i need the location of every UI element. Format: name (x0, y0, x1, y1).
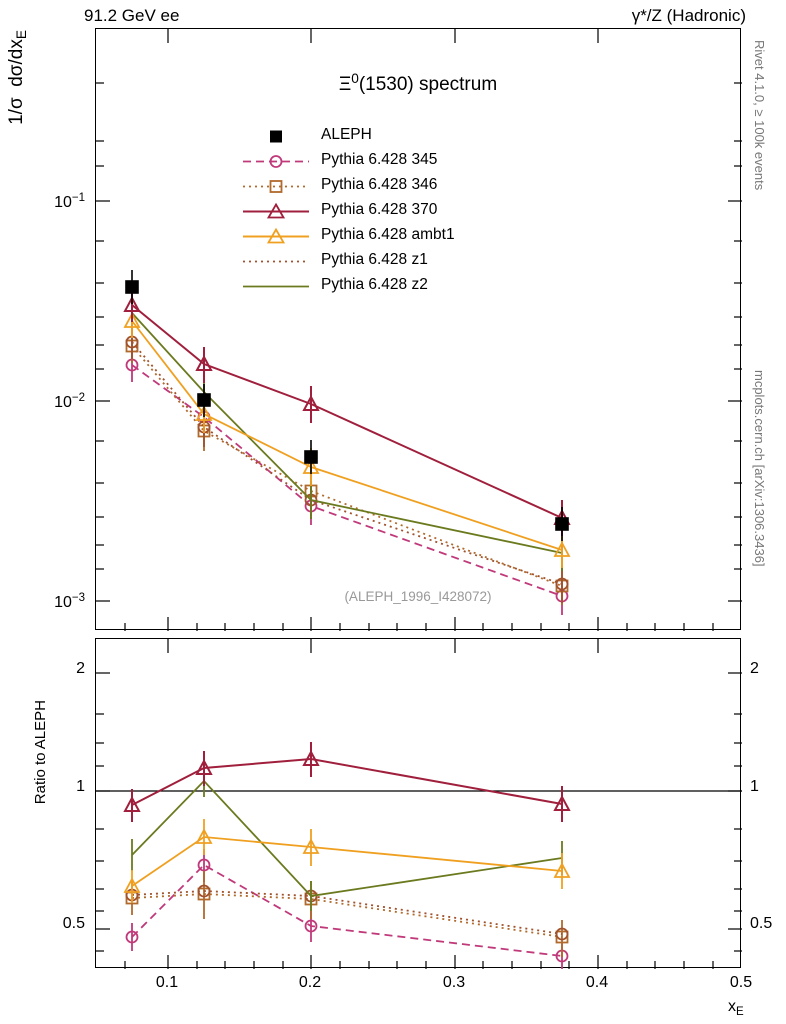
legend-symbol-aleph (241, 124, 313, 149)
series-345 (127, 348, 568, 615)
rivet-version-caption: Rivet 4.1.0, ≥ 100k events (752, 40, 767, 191)
y-tick-label-1e-3: $10^{-3}$ (54, 592, 85, 611)
series-ambt1 (125, 304, 569, 568)
x-tick-label-0-5: 0.5 (729, 974, 753, 991)
y-tick-label-1e-1: $10^{-1}$ (54, 192, 85, 211)
ratio-plot-panel (95, 638, 741, 968)
ratio-y-axis-label: Ratio to ALEPH (32, 700, 49, 805)
legend-label-345: Pythia 6.428 345 (321, 151, 438, 168)
analysis-watermark: (ALEPH_1996_I428072) (344, 589, 492, 604)
main-plot-svg (96, 29, 742, 631)
legend-label-z1: Pythia 6.428 z1 (321, 251, 428, 268)
ratio-series-z1 (127, 886, 568, 940)
header-left-label: 91.2 GeV ee (84, 6, 180, 25)
x-tick-label-0-4: 0.4 (585, 974, 609, 991)
series-aleph (126, 270, 568, 541)
legend-label-370: Pythia 6.428 370 (321, 201, 438, 218)
ratio-y-tick-label-1-right: 1 (750, 778, 759, 795)
legend-symbol-370 (241, 199, 313, 224)
series-z1 (127, 325, 568, 603)
ratio-y-tick-label-05-left: 0.5 (62, 915, 85, 932)
legend-symbol-346 (241, 174, 313, 199)
plot-title: $\Xi^0(1530)$ spectrum (338, 71, 498, 95)
ratio-y-tick-label-05-right: 0.5 (750, 915, 773, 932)
legend-label-z2: Pythia 6.428 z2 (321, 276, 428, 293)
legend-symbol-345 (241, 149, 313, 174)
y-axis-label: 1/σ $d\sigma/dx_E$ (6, 30, 29, 125)
series-346 (127, 329, 568, 605)
legend-symbol-ambt1 (241, 224, 313, 249)
x-tick-label-0-1: 0.1 (155, 974, 179, 991)
legend-label-346: Pythia 6.428 346 (321, 176, 438, 193)
main-plot-panel (95, 28, 741, 630)
x-tick-label-0-2: 0.2 (298, 974, 322, 991)
legend-label-aleph: ALEPH (321, 126, 372, 143)
x-tick-label-0-3: 0.3 (442, 974, 466, 991)
mcplots-source-caption: mcplots.cern.ch [arXiv:1306.3436] (752, 370, 767, 567)
legend-symbol-z1 (241, 249, 313, 274)
ratio-y-tick-label-2-left: 2 (76, 660, 85, 677)
ratio-series-346 (127, 871, 568, 957)
ratio-series-370 (125, 742, 569, 822)
header-right-label: γ*/Z (Hadronic) (631, 6, 746, 25)
x-axis-label: $x_E$ (728, 998, 744, 1019)
y-tick-label-1e-2: $10^{-2}$ (54, 392, 85, 411)
ratio-plot-svg (96, 639, 742, 969)
series-z2 (132, 296, 562, 571)
legend-symbol-z2 (241, 274, 313, 299)
ratio-series-z2 (132, 765, 562, 911)
legend-label-ambt1: Pythia 6.428 ambt1 (321, 226, 455, 243)
ratio-y-tick-label-2-right: 2 (750, 660, 759, 677)
ratio-y-tick-label-1-left: 1 (76, 778, 85, 795)
